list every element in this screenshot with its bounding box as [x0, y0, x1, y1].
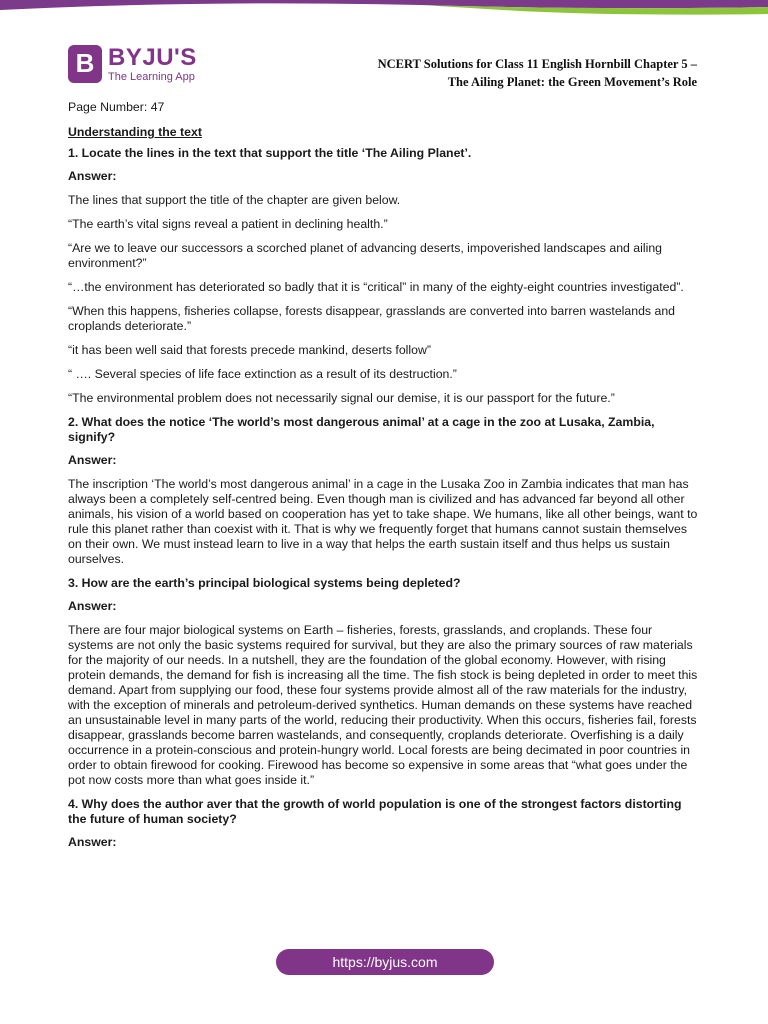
answer-1-paragraph: “ …. Several species of life face extinction as a result of its destruction.” — [68, 367, 457, 381]
answer-label-3: Answer: — [68, 599, 117, 613]
logo-name: BYJU'S — [108, 44, 197, 71]
answer-1-paragraph: “it has been well said that forests precede mankind, deserts follow” — [68, 343, 431, 357]
question-3: 3. How are the earth’s principal biological systems being depleted? — [68, 576, 461, 590]
answer-1-paragraph: “When this happens, fisheries collapse, forests disappear, grasslands are converted into barren wastelands and croplands deteriorate.” — [68, 304, 675, 333]
answer-label-2: Answer: — [68, 453, 117, 467]
answer-1-paragraph: “Are we to leave our successors a scorched planet of advancing deserts, impoverished landscapes and ailing environment?” — [68, 241, 662, 270]
top-decorative-band — [0, 0, 768, 22]
byjus-logo — [68, 45, 198, 85]
section-heading: Understanding the text — [68, 125, 202, 139]
document-header-title — [378, 55, 697, 91]
answer-1-paragraph: The lines that support the title of the chapter are given below. — [68, 193, 401, 207]
header-title-line-1: NCERT Solutions for Class 11 English Hornbill Chapter 5 – — [377, 57, 697, 71]
question-1: 1. Locate the lines in the text that support the title ‘The Ailing Planet’. — [68, 146, 472, 160]
answer-1-paragraph: “The environmental problem does not necessarily signal our demise, it is our passport for the future.” — [68, 391, 615, 405]
answer-1-paragraph: “The earth’s vital signs reveal a patient in declining health.” — [68, 217, 388, 231]
logo-badge — [68, 45, 102, 83]
header-title-line-2: The Ailing Planet: the Green Movement’s Role — [447, 75, 697, 89]
answer-3-paragraph: There are four major biological systems on Earth – fisheries, forests, grasslands, and croplands. These four systems are not only the basic systems required for survival, but they are also the primary sources of raw materials for the majority of our needs. In a nutshell, they are the foundation of the global economy. However, with rising protein demands, the demand for fish is increasing all the time. The fish stock is being depleted in order to meet this demand. Apart from supplying our food, these four systems provide almost all of the raw materials for the industry, with the exception of minerals and petroleum-derived synthetics. Human demands on these systems have reached an unsustainable level in many parts of the world, reducing their productivity. When this occurs, fisheries fail, forests disappear, grasslands become barren wastelands, and consequently, croplands deteriorate. Overfishing is a daily occurrence in a protein-conscious and protein-hungry world. Local forests are being decimated in poor countries in order to obtain firewood for cooking. Firewood has become so expensive in some areas that “what goes under the pot now costs more than what goes inside it.” — [68, 623, 698, 787]
question-2: 2. What does the notice ‘The world’s most dangerous animal’ at a cage in the zoo at Lusaka, Zambia, signify? — [68, 415, 655, 444]
website-link-button[interactable]: https://byjus.com — [276, 949, 494, 975]
answer-label-1: Answer: — [68, 169, 117, 183]
page-number: Page Number: 47 — [68, 100, 165, 114]
question-4: 4. Why does the author aver that the growth of world population is one of the strongest factors distorting the future of human society? — [68, 797, 682, 826]
logo-badge-letter: B — [75, 48, 95, 78]
logo-tagline: The Learning App — [108, 71, 195, 83]
answer-2-paragraph: The inscription ‘The world’s most dangerous animal’ in a cage in the Lusaka Zoo in Zambia indicates that man has always been a completely self-centred being. Even though man is civilized and has advanced far beyond all other animals, his vision of a world based on cooperation has yet to take shape. We humans, like all other beings, want to rule this planet rather than coexist with it. That is why we frequently forget that humans cannot sustain themselves on their own. We must instead learn to live in a way that helps the earth sustain itself and thus helps us sustain ourselves. — [68, 477, 698, 566]
answer-1-paragraph: “…the environment has deteriorated so badly that it is “critical” in many of the eighty-eight countries investigated”. — [68, 280, 684, 294]
document-body — [68, 100, 700, 859]
answer-label-4: Answer: — [68, 835, 117, 849]
